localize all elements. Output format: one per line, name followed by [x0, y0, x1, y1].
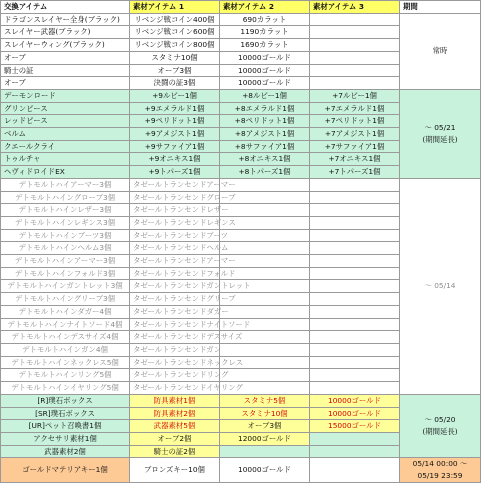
- exchange-item-cell: オーブ: [1, 77, 130, 90]
- material-1-cell: タゼールトランセンドデスサイズ: [130, 331, 220, 344]
- period-line: 05/19 23:59: [417, 471, 463, 481]
- exchange-item-cell: ヘヴィドロイドEX: [1, 166, 130, 179]
- exchange-item-cell: デトモルトハイアーマー3個: [1, 178, 130, 191]
- material-1-cell: +9ペリドット1個: [130, 115, 220, 128]
- exchange-item-cell: ドラゴンスレイヤー全身(ブラック): [1, 13, 130, 26]
- material-3-cell: +7アメジスト1個: [310, 128, 400, 141]
- material-3-cell: +7ルビー1個: [310, 89, 400, 102]
- material-1-cell: 防具素材2個: [130, 407, 220, 420]
- material-2-cell: +8トパーズ1個: [220, 166, 310, 179]
- exchange-item-cell: ゴールドマテリアキー1個: [1, 458, 130, 482]
- exchange-item-cell: デトモルトハインガントレット3個: [1, 280, 130, 293]
- material-1-cell: オーブ2個: [130, 432, 220, 445]
- exchange-item-cell: デトモルトハインレザー3個: [1, 204, 130, 217]
- material-2-cell: +8サファイア1個: [220, 140, 310, 153]
- material-1-cell: タゼールトランセンドレギンス: [130, 216, 220, 229]
- material-1-cell: タゼールトランセンドリング: [130, 369, 220, 382]
- exchange-item-cell: デトモルトハインデスサイズ4個: [1, 331, 130, 344]
- material-2-cell: 10000ゴールド: [220, 51, 310, 64]
- material-3-cell: [310, 356, 400, 369]
- exchange-item-cell: デトモルトハイングローブ3個: [1, 191, 130, 204]
- exchange-item-cell: トゥルチャ: [1, 153, 130, 166]
- material-3-cell: [310, 242, 400, 255]
- header-row: [1, 1, 481, 14]
- material-2-cell: 1190カラット: [220, 26, 310, 39]
- exchange-item-cell: デトモルトハインイヤリング5個: [1, 382, 130, 395]
- period-cell: [400, 394, 481, 458]
- material-3-cell: [310, 51, 400, 64]
- material-3-cell: +7サファイア1個: [310, 140, 400, 153]
- material-2-cell: +8ルビー1個: [220, 89, 310, 102]
- material-3-cell: [310, 445, 400, 458]
- table-row: [1, 89, 481, 102]
- exchange-item-cell: デトモルトハインリング5個: [1, 369, 130, 382]
- material-3-cell: [310, 178, 400, 191]
- material-1-cell: タゼールトランセンドグローブ: [130, 191, 220, 204]
- exchange-item-cell: デトモルトハイングリーブ3個: [1, 293, 130, 306]
- material-1-cell: タゼールトランセンドブーツ: [130, 229, 220, 242]
- exchange-item-cell: デトモルトハインレギンス3個: [1, 216, 130, 229]
- exchange-item-cell: 騎士の証: [1, 64, 130, 77]
- material-3-cell: [310, 64, 400, 77]
- material-2-cell: オーブ3個: [220, 420, 310, 433]
- exchange-item-cell: デトモルトハインヘルム3個: [1, 242, 130, 255]
- material-3-cell: [310, 432, 400, 445]
- material-2-cell: [220, 229, 310, 242]
- period-line: (期間延長): [422, 427, 458, 437]
- material-1-cell: オーブ3個: [130, 64, 220, 77]
- material-1-cell: リベンジ戦コイン800個: [130, 39, 220, 52]
- material-1-cell: タゼールトランセンドヘルム: [130, 242, 220, 255]
- material-3-cell: [310, 77, 400, 90]
- table-row: [1, 458, 481, 482]
- material-1-cell: タゼールトランセンドレザー: [130, 204, 220, 217]
- material-1-cell: +9オニキス1個: [130, 153, 220, 166]
- exchange-item-cell: デトモルトハインダガー4個: [1, 305, 130, 318]
- exchange-item-cell: [UR]ペット召喚書1個: [1, 420, 130, 433]
- material-3-cell: 15000ゴールド: [310, 420, 400, 433]
- exchange-item-cell: ベルム: [1, 128, 130, 141]
- material-2-cell: スタミナ10個: [220, 407, 310, 420]
- period-cell: [400, 89, 481, 178]
- material-3-cell: [310, 293, 400, 306]
- exchange-item-cell: デトモルトハインネックレス5個: [1, 356, 130, 369]
- material-3-cell: +7オニキス1個: [310, 153, 400, 166]
- material-3-cell: [310, 458, 400, 482]
- material-2-cell: +8ペリドット1個: [220, 115, 310, 128]
- material-2-cell: [220, 369, 310, 382]
- material-2-cell: [220, 445, 310, 458]
- material-3-cell: +7トパーズ1個: [310, 166, 400, 179]
- exchange-item-cell: スレイヤー武器(ブラック): [1, 26, 130, 39]
- exchange-item-cell: 武器素材2個: [1, 445, 130, 458]
- material-1-cell: スタミナ10個: [130, 51, 220, 64]
- material-3-cell: +7エメラルド1個: [310, 102, 400, 115]
- material-1-cell: +9アメジスト1個: [130, 128, 220, 141]
- period-cell: 常時: [400, 13, 481, 89]
- header-material-3: 素材アイテム 3: [310, 1, 400, 14]
- material-1-cell: タゼールトランセンドネックレス: [130, 356, 220, 369]
- exchange-item-cell: デトモルトハインナイトソード4個: [1, 318, 130, 331]
- table-row: [1, 178, 481, 191]
- material-1-cell: タゼールトランセンドイヤリング: [130, 382, 220, 395]
- header-material-1: 素材アイテム 1: [130, 1, 220, 14]
- material-3-cell: [310, 305, 400, 318]
- table-row: [1, 394, 481, 407]
- header-material-2: 素材アイテム 2: [220, 1, 310, 14]
- material-3-cell: 10000ゴールド: [310, 407, 400, 420]
- material-3-cell: [310, 369, 400, 382]
- material-1-cell: リベンジ戦コイン400個: [130, 13, 220, 26]
- period-line: (期間延長): [422, 134, 458, 144]
- exchange-item-cell: オーブ: [1, 51, 130, 64]
- material-2-cell: [220, 343, 310, 356]
- exchange-item-cell: デトモルトハインアーマー3個: [1, 255, 130, 268]
- material-1-cell: +9トパーズ1個: [130, 166, 220, 179]
- material-3-cell: [310, 255, 400, 268]
- material-1-cell: 防具素材1個: [130, 394, 220, 407]
- period-line: ～ 05/21: [424, 123, 456, 133]
- material-1-cell: タゼールトランセンドガントレット: [130, 280, 220, 293]
- material-2-cell: [220, 242, 310, 255]
- exchange-item-cell: [SR]璞石ボックス: [1, 407, 130, 420]
- period-cell: ～ 05/14: [400, 178, 481, 394]
- material-2-cell: 10000ゴールド: [220, 77, 310, 90]
- material-1-cell: タゼールトランセンドガン: [130, 343, 220, 356]
- material-1-cell: タゼールトランセンドダガー: [130, 305, 220, 318]
- material-3-cell: [310, 26, 400, 39]
- material-3-cell: [310, 267, 400, 280]
- material-1-cell: +9ルビー1個: [130, 89, 220, 102]
- exchange-item-cell: スレイヤーウィング(ブラック): [1, 39, 130, 52]
- material-1-cell: タゼールトランセンドフォルド: [130, 267, 220, 280]
- material-3-cell: [310, 331, 400, 344]
- material-2-cell: スタミナ5個: [220, 394, 310, 407]
- material-2-cell: 690カラット: [220, 13, 310, 26]
- exchange-item-cell: デトモルトハインガン4個: [1, 343, 130, 356]
- material-3-cell: [310, 318, 400, 331]
- material-2-cell: [220, 305, 310, 318]
- material-1-cell: タゼールトランセンドアーマー: [130, 255, 220, 268]
- material-2-cell: [220, 204, 310, 217]
- material-2-cell: 1690カラット: [220, 39, 310, 52]
- header-period: 期間: [400, 1, 481, 14]
- material-3-cell: [310, 216, 400, 229]
- material-3-cell: [310, 229, 400, 242]
- material-3-cell: 10000ゴールド: [310, 394, 400, 407]
- material-3-cell: [310, 13, 400, 26]
- material-1-cell: ブロンズキー10個: [130, 458, 220, 482]
- material-2-cell: +8アメジスト1個: [220, 128, 310, 141]
- exchange-item-cell: グリンピース: [1, 102, 130, 115]
- exchange-item-cell: [R]璞石ボックス: [1, 394, 130, 407]
- material-1-cell: 武器素材5個: [130, 420, 220, 433]
- material-2-cell: 12000ゴールド: [220, 432, 310, 445]
- period-line: ～ 05/20: [424, 415, 456, 425]
- material-3-cell: [310, 191, 400, 204]
- exchange-item-cell: デトモルトハインフォルド3個: [1, 267, 130, 280]
- header-exchange-item: 交換アイテム: [1, 1, 130, 14]
- material-1-cell: 騎士の証2個: [130, 445, 220, 458]
- material-2-cell: +8エメラルド1個: [220, 102, 310, 115]
- period-cell: [400, 458, 481, 482]
- material-1-cell: タゼールトランセンドナイトソード: [130, 318, 220, 331]
- material-2-cell: 10000ゴールド: [220, 458, 310, 482]
- material-3-cell: [310, 39, 400, 52]
- exchange-item-cell: デトモルトハインブーツ3個: [1, 229, 130, 242]
- material-1-cell: 決闘の証3個: [130, 77, 220, 90]
- material-2-cell: 10000ゴールド: [220, 64, 310, 77]
- material-3-cell: [310, 204, 400, 217]
- material-2-cell: +8オニキス1個: [220, 153, 310, 166]
- material-3-cell: [310, 343, 400, 356]
- material-3-cell: [310, 280, 400, 293]
- material-1-cell: タゼールトランセンドアーマー: [130, 178, 220, 191]
- table-row: [1, 13, 481, 26]
- exchange-item-cell: アクセサリ素材1個: [1, 432, 130, 445]
- material-3-cell: [310, 382, 400, 395]
- exchange-item-cell: デーモンロード: [1, 89, 130, 102]
- material-1-cell: +9エメラルド1個: [130, 102, 220, 115]
- material-1-cell: タゼールトランセンドグリーブ: [130, 293, 220, 306]
- material-3-cell: +7ペリドット1個: [310, 115, 400, 128]
- exchange-item-cell: レッドピース: [1, 115, 130, 128]
- period-line: 05/14 00:00 ～: [412, 459, 468, 469]
- material-1-cell: リベンジ戦コイン600個: [130, 26, 220, 39]
- material-1-cell: +9サファイア1個: [130, 140, 220, 153]
- exchange-item-cell: クエールクライ: [1, 140, 130, 153]
